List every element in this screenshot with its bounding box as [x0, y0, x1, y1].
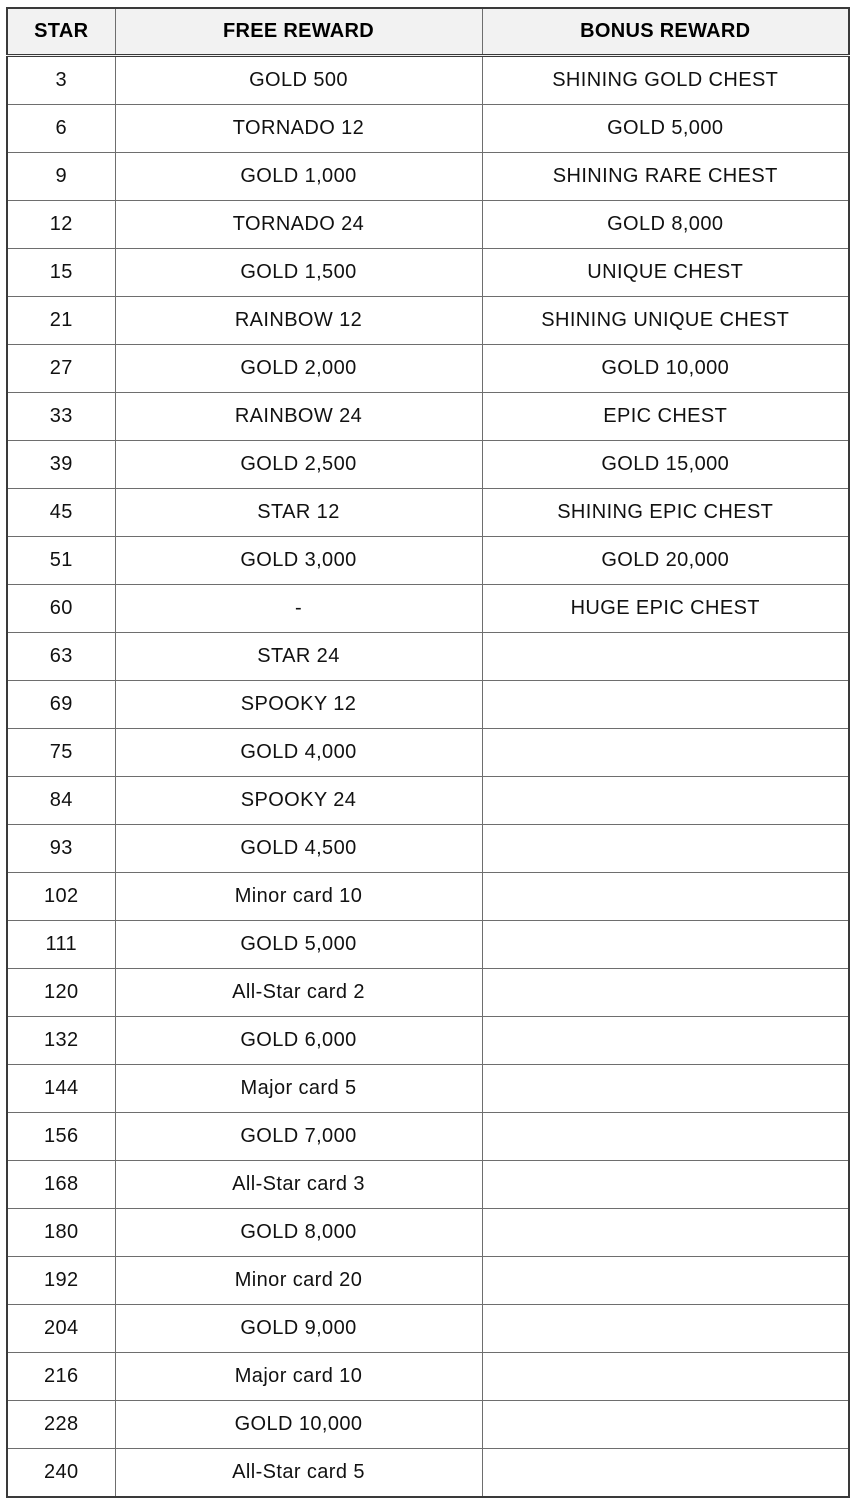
free-reward-cell: GOLD 500 — [115, 56, 482, 105]
free-reward-cell: GOLD 5,000 — [115, 921, 482, 969]
star-cell: 9 — [7, 153, 115, 201]
free-reward-cell: GOLD 4,000 — [115, 729, 482, 777]
bonus-reward-cell — [482, 1305, 849, 1353]
star-cell: 63 — [7, 633, 115, 681]
header-free-reward: FREE REWARD — [115, 8, 482, 56]
star-cell: 60 — [7, 585, 115, 633]
free-reward-cell: All-Star card 5 — [115, 1449, 482, 1498]
free-reward-cell: RAINBOW 12 — [115, 297, 482, 345]
table-row — [7, 681, 849, 729]
table-row — [7, 1017, 849, 1065]
bonus-reward-cell — [482, 1401, 849, 1449]
star-cell: 240 — [7, 1449, 115, 1498]
free-reward-cell: STAR 12 — [115, 489, 482, 537]
table-row — [7, 345, 849, 393]
table-row — [7, 777, 849, 825]
free-reward-cell: SPOOKY 24 — [115, 777, 482, 825]
bonus-reward-cell — [482, 1209, 849, 1257]
bonus-reward-cell — [482, 1065, 849, 1113]
table-row — [7, 1401, 849, 1449]
bonus-reward-cell: SHINING GOLD CHEST — [482, 56, 849, 105]
free-reward-cell: SPOOKY 12 — [115, 681, 482, 729]
star-cell: 69 — [7, 681, 115, 729]
bonus-reward-cell: SHINING UNIQUE CHEST — [482, 297, 849, 345]
star-cell: 6 — [7, 105, 115, 153]
bonus-reward-cell: HUGE EPIC CHEST — [482, 585, 849, 633]
table-row — [7, 297, 849, 345]
bonus-reward-cell — [482, 825, 849, 873]
free-reward-cell: GOLD 7,000 — [115, 1113, 482, 1161]
free-reward-cell: Minor card 20 — [115, 1257, 482, 1305]
reward-table — [6, 7, 850, 1498]
table-row — [7, 393, 849, 441]
table-row — [7, 633, 849, 681]
free-reward-cell: TORNADO 24 — [115, 201, 482, 249]
star-cell: 111 — [7, 921, 115, 969]
table-row — [7, 1065, 849, 1113]
bonus-reward-cell: SHINING RARE CHEST — [482, 153, 849, 201]
table-row — [7, 921, 849, 969]
free-reward-cell: GOLD 4,500 — [115, 825, 482, 873]
star-cell: 144 — [7, 1065, 115, 1113]
star-cell: 15 — [7, 249, 115, 297]
table-row — [7, 1161, 849, 1209]
bonus-reward-cell: EPIC CHEST — [482, 393, 849, 441]
free-reward-cell: Major card 10 — [115, 1353, 482, 1401]
star-cell: 75 — [7, 729, 115, 777]
bonus-reward-cell — [482, 1449, 849, 1498]
free-reward-cell: All-Star card 3 — [115, 1161, 482, 1209]
star-cell: 39 — [7, 441, 115, 489]
star-cell: 27 — [7, 345, 115, 393]
header-row — [7, 8, 849, 56]
table-header — [7, 8, 849, 56]
star-cell: 45 — [7, 489, 115, 537]
free-reward-cell: GOLD 9,000 — [115, 1305, 482, 1353]
bonus-reward-cell: UNIQUE CHEST — [482, 249, 849, 297]
free-reward-cell: GOLD 2,500 — [115, 441, 482, 489]
free-reward-cell: GOLD 1,000 — [115, 153, 482, 201]
star-cell: 228 — [7, 1401, 115, 1449]
bonus-reward-cell — [482, 969, 849, 1017]
bonus-reward-cell: GOLD 10,000 — [482, 345, 849, 393]
star-cell: 33 — [7, 393, 115, 441]
free-reward-cell: GOLD 6,000 — [115, 1017, 482, 1065]
table-row — [7, 201, 849, 249]
star-cell: 93 — [7, 825, 115, 873]
star-cell: 120 — [7, 969, 115, 1017]
star-cell: 216 — [7, 1353, 115, 1401]
table-row — [7, 729, 849, 777]
table-row — [7, 537, 849, 585]
bonus-reward-cell: GOLD 20,000 — [482, 537, 849, 585]
star-cell: 51 — [7, 537, 115, 585]
bonus-reward-cell — [482, 1353, 849, 1401]
table-row — [7, 153, 849, 201]
star-cell: 3 — [7, 56, 115, 105]
star-cell: 168 — [7, 1161, 115, 1209]
bonus-reward-cell: GOLD 5,000 — [482, 105, 849, 153]
free-reward-cell: TORNADO 12 — [115, 105, 482, 153]
table-row — [7, 873, 849, 921]
bonus-reward-cell: GOLD 8,000 — [482, 201, 849, 249]
free-reward-cell: Major card 5 — [115, 1065, 482, 1113]
free-reward-cell: GOLD 8,000 — [115, 1209, 482, 1257]
star-cell: 156 — [7, 1113, 115, 1161]
free-reward-cell: - — [115, 585, 482, 633]
star-cell: 84 — [7, 777, 115, 825]
bonus-reward-cell — [482, 873, 849, 921]
bonus-reward-cell: SHINING EPIC CHEST — [482, 489, 849, 537]
free-reward-cell: GOLD 2,000 — [115, 345, 482, 393]
free-reward-cell: Minor card 10 — [115, 873, 482, 921]
bonus-reward-cell — [482, 633, 849, 681]
free-reward-cell: RAINBOW 24 — [115, 393, 482, 441]
bonus-reward-cell — [482, 681, 849, 729]
star-cell: 192 — [7, 1257, 115, 1305]
table-row — [7, 249, 849, 297]
star-cell: 21 — [7, 297, 115, 345]
free-reward-cell: GOLD 1,500 — [115, 249, 482, 297]
bonus-reward-cell — [482, 1161, 849, 1209]
table-row — [7, 825, 849, 873]
table-row — [7, 441, 849, 489]
table-body — [7, 56, 849, 1498]
star-cell: 180 — [7, 1209, 115, 1257]
bonus-reward-cell — [482, 729, 849, 777]
table-row — [7, 56, 849, 105]
table-row — [7, 969, 849, 1017]
table-row — [7, 1305, 849, 1353]
table-row — [7, 585, 849, 633]
star-cell: 132 — [7, 1017, 115, 1065]
table-row — [7, 1113, 849, 1161]
bonus-reward-cell — [482, 1257, 849, 1305]
header-star: STAR — [7, 8, 115, 56]
table-row — [7, 1209, 849, 1257]
star-cell: 204 — [7, 1305, 115, 1353]
free-reward-cell: All-Star card 2 — [115, 969, 482, 1017]
bonus-reward-cell — [482, 921, 849, 969]
table-row — [7, 1449, 849, 1498]
table-row — [7, 489, 849, 537]
bonus-reward-cell — [482, 1113, 849, 1161]
star-cell: 102 — [7, 873, 115, 921]
free-reward-cell: GOLD 10,000 — [115, 1401, 482, 1449]
bonus-reward-cell: GOLD 15,000 — [482, 441, 849, 489]
free-reward-cell: STAR 24 — [115, 633, 482, 681]
header-bonus-reward: BONUS REWARD — [482, 8, 849, 56]
table-row — [7, 1353, 849, 1401]
star-cell: 12 — [7, 201, 115, 249]
bonus-reward-cell — [482, 777, 849, 825]
bonus-reward-cell — [482, 1017, 849, 1065]
table-row — [7, 105, 849, 153]
free-reward-cell: GOLD 3,000 — [115, 537, 482, 585]
table-row — [7, 1257, 849, 1305]
